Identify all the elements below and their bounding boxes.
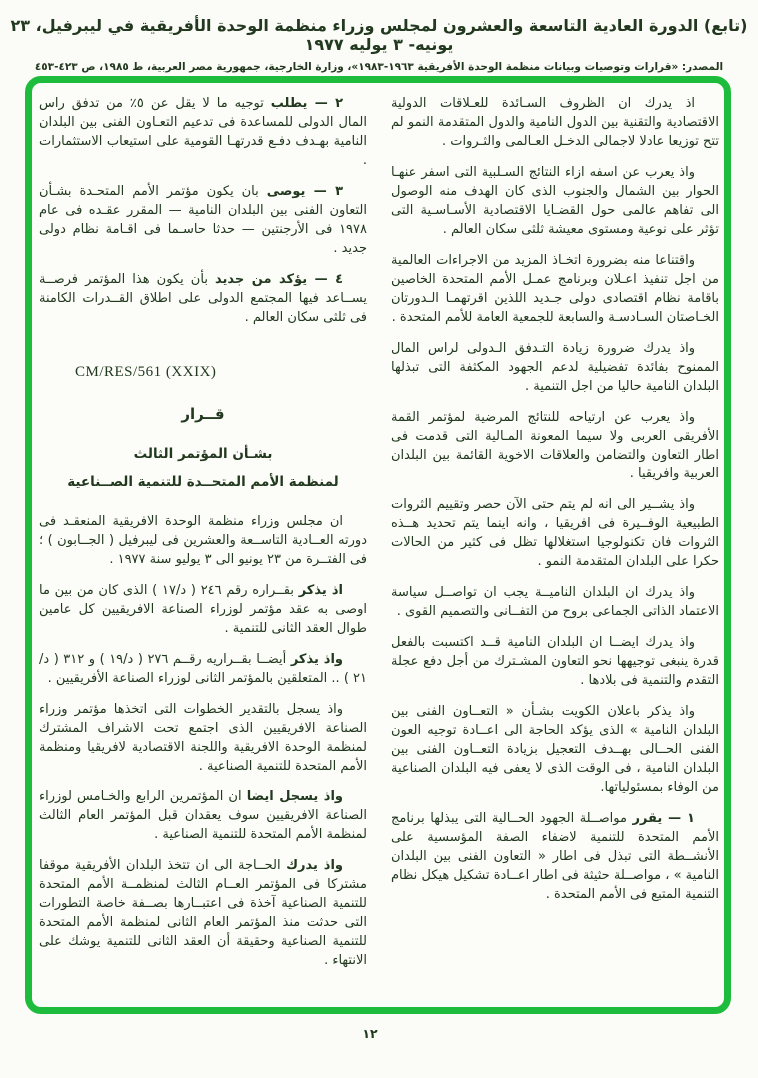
paragraph-lead: واذ يسجل ايضا	[246, 789, 343, 805]
paragraph: واذ يدرك الحــاجة الى ان تتخذ البلدان الأفريقية موقفا مشتركا فى المؤتمر العــام الثالث لمنظمــة الأمم المتحدة للتنمية الصناعية آخذة فى اعتبــارها بصــفة خاصة التطورات التى حدثت منذ المؤتمر العام الثانى لمنظمة الأمم المتحدة للتنمية الصناعية وحقيقة أن العقد الثانى للتنمية يوشك على الانتهاء .	[39, 858, 367, 969]
paragraph-lead: ١ — يقرر	[632, 811, 695, 826]
header-source-line: المصدر: «قرارات وتوصيات وبيانات منظمة الوحدة الأفريقية ١٩٦٣-١٩٨٣»، وزارة الخارجية، جمهورية مصر العربية، ط ١٩٨٥، ص ٤٢٣-٤٥٣	[34, 61, 724, 73]
paragraph: ٤ — يؤكد من جديد بأن يكون هذا المؤتمر فرصــة يســاعد فيها المجتمع الدولى على اطلاق القــدرات الكامنة فى ثلثى سكان العالم .	[39, 271, 367, 325]
page-header	[0, 0, 758, 73]
paragraph: اذ يذكر بقــراره رقم ٢٤٦ ( د/١٧ ) الذى كان من بين ما اوصى به عقد مؤتمر لوزراء الصناعة الافريقيين كل عامين طوال العقد الثانى للتنمية .	[39, 582, 367, 636]
text-columns	[32, 83, 724, 1007]
paragraph: واذ يشــير الى انه لم يتم حتى الآن حصر وتقييم الثروات الطبيعية الوفــيرة فى افريقيا ، وانه اينما يتم تحديد هــذه الثروات فان تكنولوجيا استغلالها تظل فى كثير من الحالات حكرا على البلدان المتقدمة النمو .	[391, 497, 719, 570]
paragraph: واذ يعرب عن ارتياحه للنتائج المرضية لمؤتمر القمة الأفريقى العربى ولا سيما المعونة المـالية التى قدمت فى اطار التعاون والتضامن والعلاقات الاخوية القائمة بين البلدان العربية وافريقيا .	[391, 409, 719, 482]
paragraph-lead: واذ يدرك	[286, 858, 344, 874]
paragraph: اذ يدرك ان الظروف السـائدة للعـلاقات الدولية الاقتصادية والتقنية بين الدول النامية والدول المتقدمة النمو لم تتح توزيعا عادلا لاجمالى الدخـل العـالمى والثـروات .	[391, 96, 719, 149]
paragraph: ٣ — يوصى بان يكون مؤتمر الأمم المتحـدة بشـأن التعاون الفنى بين البلدان النامية — المقرر عقـده فى عام ١٩٧٨ فى الأرجنتين — حدثا حاسـما فى اقـامة نظام دولى جديد .	[39, 183, 367, 256]
paragraph: واقتناعا منه بضرورة اتخـاذ المزيد من الاجراءات العالمية من اجل تنفيذ اعـلان وبرنامج عمـل الأمم المتحدة الخاصين باقامة نظام اقتصادى دولى جـديد اللذين اقرتهمـا الـدورتان الخـاصتان السـادسـة والسابعة للجمعية العامة للأمم المتحدة .	[391, 252, 719, 325]
paragraph: ١ — يقرر مواصــلة الجهود الحــالية التى يبذلها برنامج الأمم المتحدة للتنمية لاضفاء الصفة المؤسسية على الأنشــطة التى تبذل فى اطار « التعاون الفنى بين البلدان النامية » ، مواصــلة حثيثة فى اطار اعــادة تشكيل هيكل نظام التنمية المتبع فى الأمم المتحدة .	[391, 811, 719, 902]
paragraph-lead: اذ يذكر	[298, 582, 343, 598]
header-session-title: (تابع) الدورة العادية التاسعة والعشرون لمجلس وزراء منظمة الوحدة الأفريقية في ليبرفيل، ٢٣ يونيه- ٣ يوليه ١٩٧٧	[10, 16, 748, 54]
paragraph: واذ يسجل بالتقدير الخطوات التى اتخذها مؤتمر وزراء الصناعة الافريقيين الذى اجتمع تحت الاشراف المشترك لمنظمة الوحدة الافريقية واللجنة الاقتصادية لافريقيا ومنظمة الأمم المتحدة للتنمية الصناعية .	[39, 701, 367, 774]
paragraph-lead: ٢ — يطلب	[270, 96, 344, 111]
paragraph-lead: ٣ — يوصى	[266, 183, 343, 199]
resolution-subject-heading: لمنظمة الأمم المتحــدة للتنمية الصــناعية	[67, 474, 339, 491]
paragraph: واذ يدرك ايضــا ان البلدان النامية قــد اكتسبت بالفعل قدرة ينبغى توجيهها نحو التعاون المشـترك من أجل دفع عجلة التقدم والتنمية فى بلادها .	[391, 635, 719, 689]
paragraph: واذ يدرك ان البلدان الناميــة يجب ان تواصــل سياسة الاعتماد الذاتى الجماعى بروح من التفــانى والتصميم القوى .	[391, 585, 719, 620]
paragraph-lead: ٤ — يؤكد من جديد	[215, 271, 343, 287]
paragraph: واذ يذكر أيضــا بقــراريه رقــم ٢٧٦ ( د/١٩ ) و ٣١٢ ( د/٢١ ) .. المتعلقين بالمؤتمر الثانى لوزراء الصناعة الأفريقيين .	[39, 651, 367, 686]
resolution-subject-heading: بشـأن المؤتمر الثالث	[133, 446, 273, 463]
green-frame	[25, 76, 731, 1014]
paragraph: واذ يسجل ايضا ان المؤتمرين الرابع والخـامس لوزراء الصناعة الافريقيين سوف يعقدان قبل المؤتمر العام الثالث لمنظمة الأمم المتحدة للتنمية الصناعية .	[39, 789, 367, 843]
paragraph: واذ يذكر باعلان الكويت بشـأن « التعــاون الفنى بين البلدان النامية » الذى يؤكد الحاجة الى اعــادة توجيه العون الفنى الحــالى بهــدف التعجيل بزيادة التعــاون الفنى بين البلدان النامية ، فى الوقت الذى لا يعفى فيه البلدان الصناعية من الوفاء بمسئولياتها.	[391, 704, 719, 796]
resolution-heading: قــرار	[181, 404, 225, 423]
paragraph: واذ يدرك ضرورة زيادة التـدفق الـدولى لراس المال الممنوح بفائدة تفضيلية لدعم الجهود المكثفة التى تبذلها البلدان النامية حاليا من اجل التنمية .	[391, 340, 719, 394]
paragraph: واذ يعرب عن اسفه ازاء النتائج السـلبية التى اسفر عنهـا الحوار بين الشمال والجنوب الذى كان الهدف منه الوصول الى تفاهم عالمى حول القضـايا الاقتصادية الأسـاسـية التى تؤثر على نوعية ومستوى معيشة ثلثى سكان العالم .	[391, 164, 719, 237]
left-column	[39, 95, 367, 999]
paragraph-lead: واذ يذكر	[290, 651, 343, 667]
page-number: ١٢	[362, 1026, 378, 1041]
right-column	[391, 95, 719, 999]
paragraph: ٢ — يطلب توجيه ما لا يقل عن ٥٪ من تدفق راس المال الدولى للمساعدة فى تدعيم التعـاون الفنى بين البلدان النامية بهـدف دفـع قدرتهـا القومية على استيعاب الاستثمارات .	[39, 96, 367, 168]
resolution-reference-code: CM/RES/561 (XXIX)	[75, 363, 217, 380]
paragraph: ان مجلس وزراء منظمة الوحدة الافريقية المنعقـد فى دورته العــادية التاســعة والعشرين فى ليبرفيل ( الجــابون ) ؛ فى الفتــرة من ٢٣ يونيو الى ٣ يوليو سنة ١٩٧٧ .	[39, 513, 367, 567]
